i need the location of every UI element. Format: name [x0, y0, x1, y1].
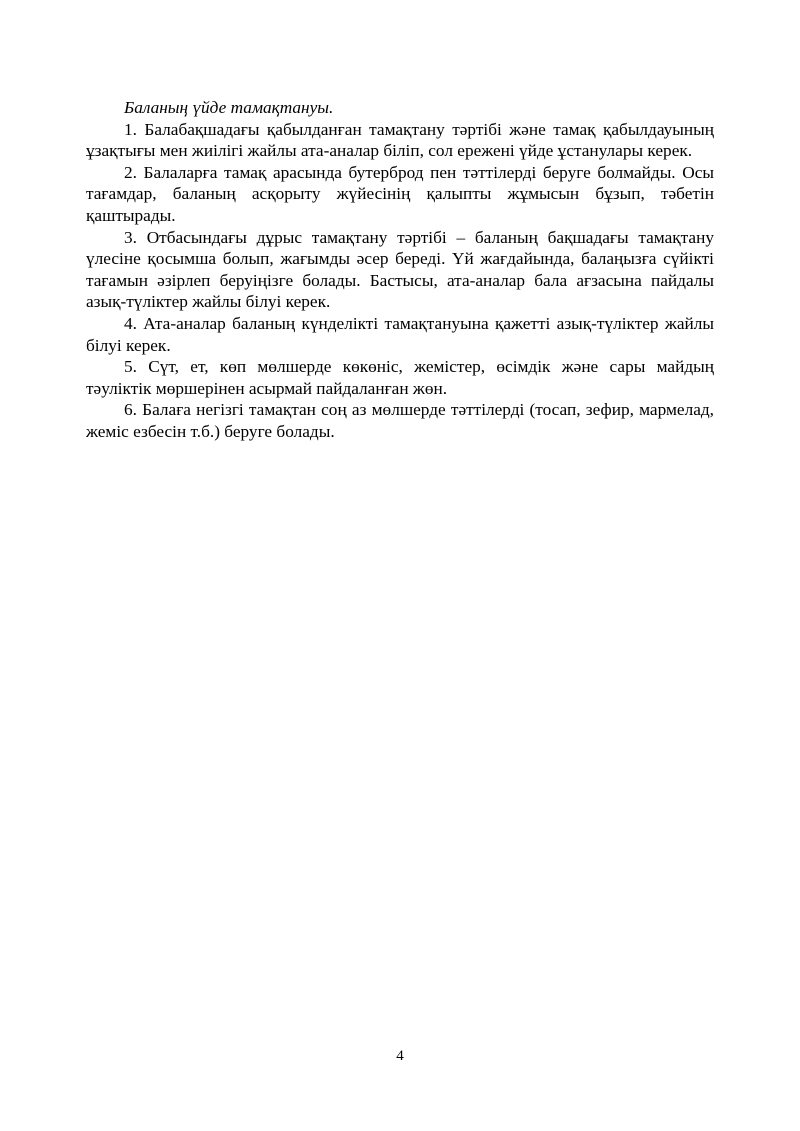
paragraph-5: 5. Сүт, ет, көп мөлшерде көкөніс, жемістер, өсімдік және сары майдың тәуліктік мөршерінен асырмай пайдаланған жөн.: [86, 357, 714, 398]
paragraph-4: 4. Ата-аналар баланың күнделікті тамақтануына қажетті азық-түліктер жайлы білуі керек.: [86, 313, 714, 355]
section-heading: Баланың үйде тамақтануы.: [124, 98, 334, 117]
paragraph-3: 3. Отбасындағы дұрыс тамақтану тәртібі – баланың бақшадағы тамақтану үлесіне қосымша болып, жағымды әсер береді. Үй жағдайында, балаңызға сүйікті тағамын әзірлеп беруіңізге болады. Бастысы, ата-аналар бала ағзасына пайдалы азық-түліктер жайлы білуі керек.: [86, 227, 714, 312]
page-number: 4: [396, 1048, 404, 1064]
paragraph-2: 2. Балаларға тамақ арасында бутерброд пен тәттілерді беруге болмайды. Осы тағамдар, баланың асқорыту жүйесінің қалыпты жұмысын бұзып, тәбетін қаштырады.: [86, 162, 714, 225]
paragraph-6: 6. Балаға негізгі тамақтан соң аз мөлшерде тәттілерді (тосап, зефир, мармелад, жеміс езбесін т.б.) беруге болады.: [86, 400, 714, 441]
paragraph-1: 1. Балабақшадағы қабылданған тамақтану тәртібі және тамақ қабылдауының ұзақтығы мен жиілігі жайлы ата-аналар біліп, сол ережені үйде ұстанулары керек.: [86, 119, 714, 161]
page-content: [86, 97, 714, 443]
